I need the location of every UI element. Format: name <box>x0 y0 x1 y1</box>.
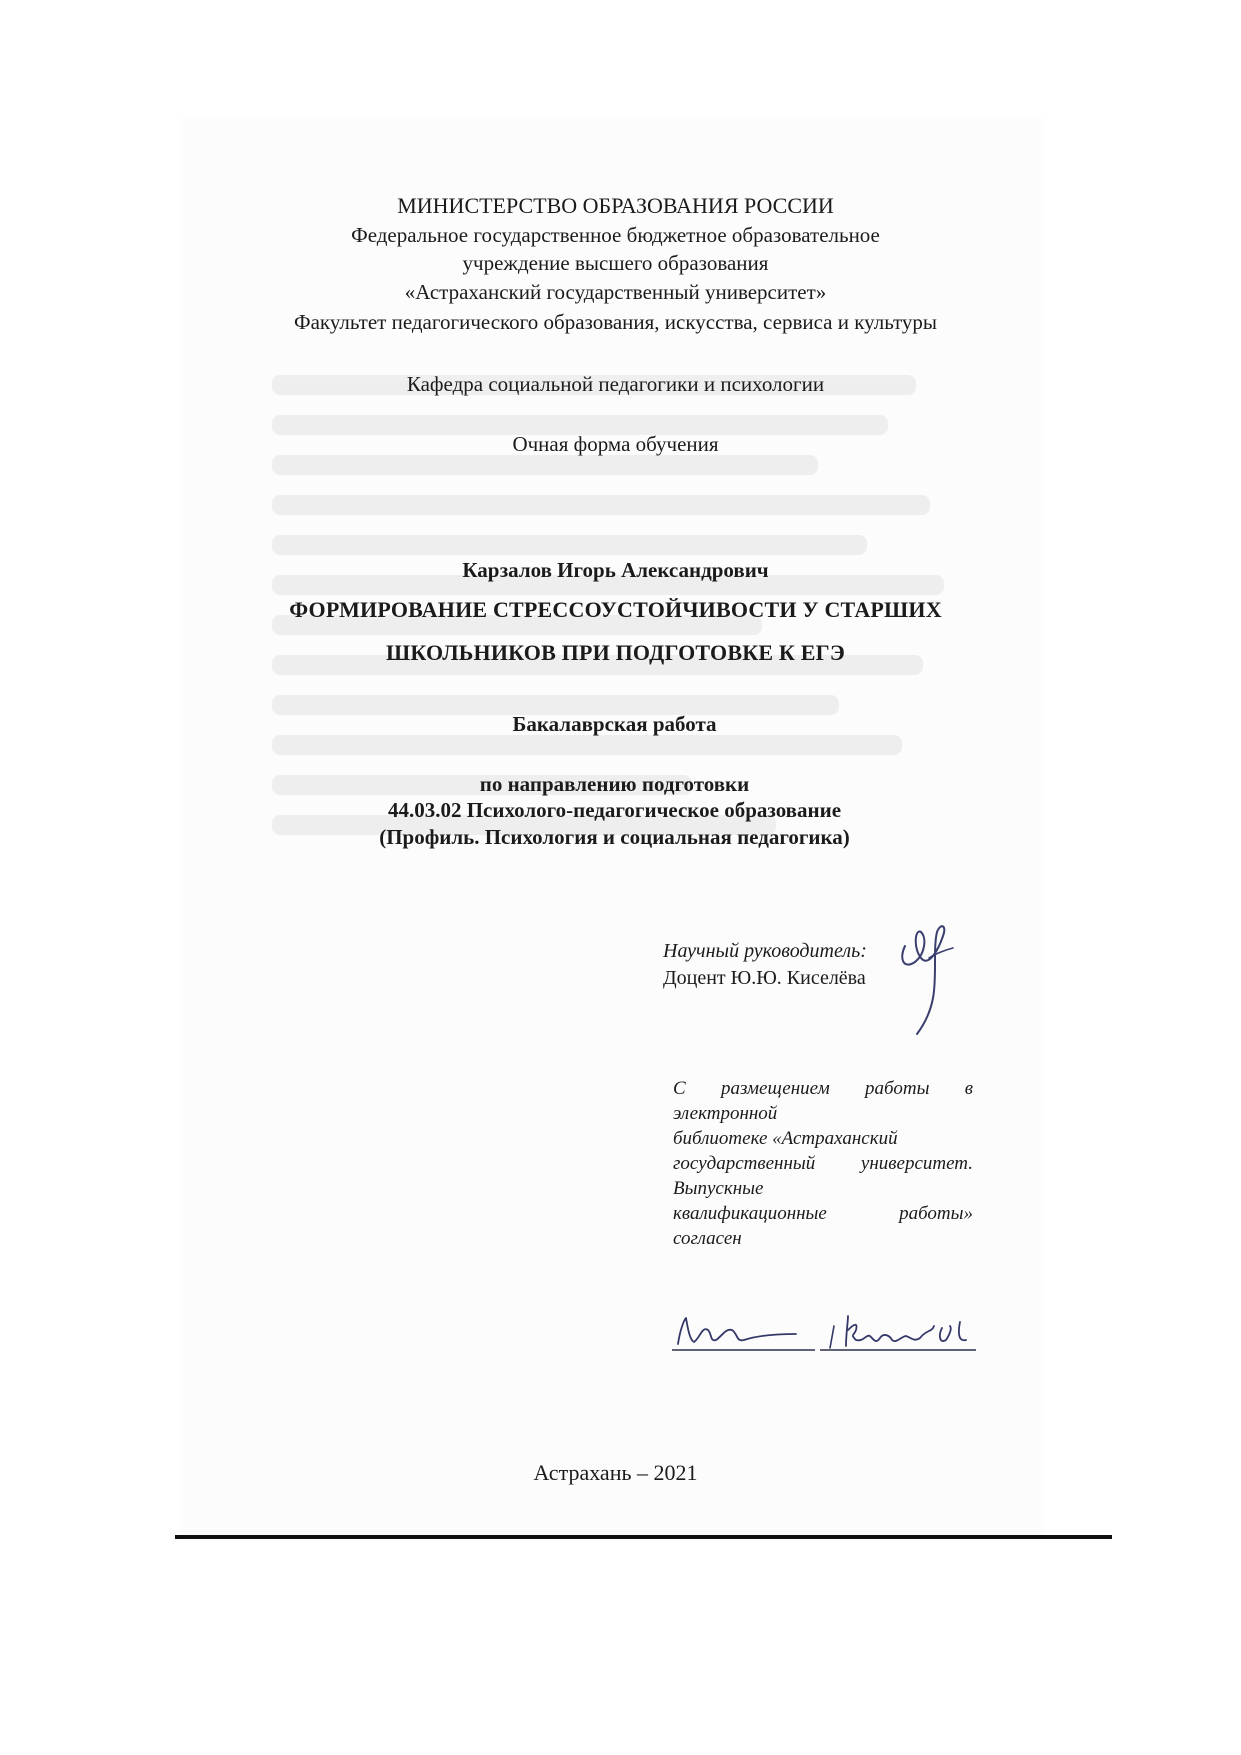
student-signature <box>670 1300 980 1360</box>
consent-line-2: электронной <box>673 1103 778 1124</box>
city-year: Астрахань – 2021 <box>533 1460 698 1485</box>
supervisor-name: Доцент Ю.Ю. Киселёва <box>663 967 866 989</box>
consent-line-5: Выпускные <box>673 1178 764 1199</box>
consent-line-6: квалификационные работы» <box>673 1203 973 1224</box>
consent-line-4: государственный университет. <box>673 1153 973 1174</box>
consent-line-1: С размещением работы в <box>673 1078 973 1099</box>
institution-type-line1: Федеральное государственное бюджетное образовательное <box>351 223 880 247</box>
thesis-title-line2: ШКОЛЬНИКОВ ПРИ ПОДГОТОВКЕ К ЕГЭ <box>386 640 845 665</box>
ministry-name: МИНИСТЕРСТВО ОБРАЗОВАНИЯ РОССИИ <box>397 193 834 218</box>
consent-line-7: согласен <box>673 1228 742 1249</box>
institution-type-line2: учреждение высшего образования <box>462 251 769 275</box>
university-name: «Астраханский государственный университет» <box>404 280 827 304</box>
work-type: Бакалаврская работа <box>512 712 717 736</box>
thesis-title-line1: ФОРМИРОВАНИЕ СТРЕССОУСТОЙЧИВОСТИ У СТАРШИХ <box>289 597 942 622</box>
department-name: Кафедра социальной педагогики и психологии <box>406 372 825 396</box>
direction-profile: (Профиль. Психология и социальная педагогика) <box>379 825 850 849</box>
page-bottom-rule <box>175 1535 1112 1539</box>
supervisor-signature <box>895 918 965 1048</box>
supervisor-role: Научный руководитель: <box>663 940 867 962</box>
direction-code: 44.03.02 Психолого-педагогическое образование <box>387 798 842 822</box>
author-name: Карзалов Игорь Александрович <box>462 558 769 582</box>
direction-intro: по направлению подготовки <box>479 772 750 796</box>
library-consent <box>673 1076 973 1251</box>
study-form: Очная форма обучения <box>512 432 719 456</box>
faculty-name: Факультет педагогического образования, искусства, сервиса и культуры <box>294 310 937 334</box>
supervisor-block <box>663 938 867 992</box>
consent-line-3: библиотеке «Астраханский <box>673 1128 898 1149</box>
